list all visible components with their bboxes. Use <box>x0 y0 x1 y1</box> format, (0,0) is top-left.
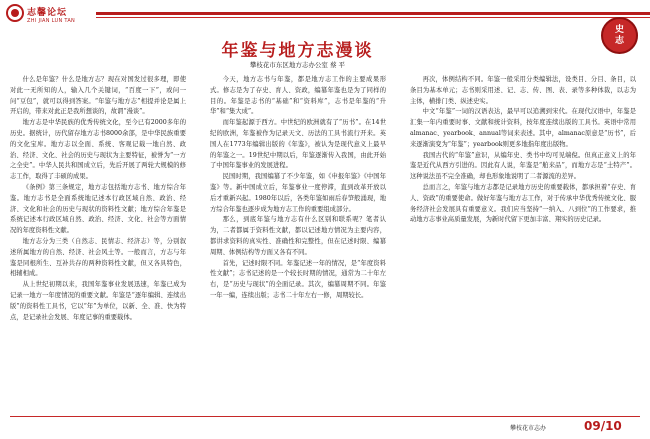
text-column-1 <box>10 75 186 405</box>
page-header <box>0 0 650 30</box>
article-title: 年鉴与地方志漫谈 <box>221 41 374 61</box>
text-column-2 <box>210 75 386 405</box>
footer-source: 攀枝花市志办 <box>510 425 547 432</box>
paragraph: 民国时期，我国编纂了不少年鉴，如《申报年鉴》《中国年鉴》等。新中国成立后，年鉴事业一度停滞，直到改革开放以后才重新兴起。1980年以后，各类年鉴如雨后春笋般涌现，地方综合年鉴也逐步成为地方志工作的重要组成部分。 <box>210 173 386 213</box>
article-byline: 攀枝花市东区地方志办公室 蔡 平 <box>249 61 346 69</box>
paragraph: 总而言之，年鉴与地方志都是记录地方历史的重要载体，都承担着“存史、育人、资政”的重要使命。做好年鉴与地方志工作，对于传承中华优秀传统文化、服务经济社会发展具有重要意义。我们应当坚持“一纳入、八到位”的工作要求，推动地方志事业高质量发展，为新时代留下更加丰富、翔实的历史记录。 <box>410 183 636 224</box>
paragraph: 首先，记述时限不同。年鉴记述一年的情况，是“年度资料性文献”；志书记述的是一个较长时期的情况，通常为二十年左右，是“历史与现状”的全面记录。其次，编纂周期不同。年鉴一年一编，连续出版；志书二十年左右一修，周期较长。 <box>210 259 386 299</box>
paragraph: 地方志分为三类（自然志、民情志、经济志）等，分别叙述所属地方的自然、经济、社会风土等。一般而言，方志与年鉴是同根所生、互补共存的两种资料性文献，但又各具特色，相辅相成。 <box>10 237 186 278</box>
paragraph: 再次，体例结构不同。年鉴一般采用分类编辑法，设类目、分目、条目，以条目为基本单元；志书则采用述、记、志、传、图、表、录等多种体裁，以志为主体，横排门类、纵述史实。 <box>410 76 636 105</box>
page-number: 09/10 <box>584 419 622 433</box>
paragraph: 从上世纪初期以来，我国年鉴事业发展迅速，年鉴已成为记录一地方一年度情况的重要文献。年鉴是“逐年编辑、连续出版”的资料性工具书，它以“年”为单位，以新、全、准、快为特点，是记录社会发展、年度记事的重要载体。 <box>10 281 186 321</box>
text-column-3 <box>410 75 636 405</box>
paragraph: 我国古代的“年鉴”意识，从编年史、类书中均可见端倪。但真正意义上的年鉴是近代从西方引进的。因此有人说，年鉴是“舶来品”，而地方志是“土特产”。这种说法虽不完全准确，却也形象地说明了二者源流的差异。 <box>410 151 636 181</box>
paragraph: 什么是年鉴？什么是地方志？现在对国发过很多理，即使对此一无所知的人，输入几个关键词，“百度一下”，或问一问“豆包”，就可以得到答案。“年鉴与地方志”相提并论是属上开启的，带来对此正是我所想谈的，故谓“漫谈”。 <box>10 76 186 116</box>
badge-char: 史 <box>614 24 624 35</box>
paragraph: 那么，到底年鉴与地方志有什么区别和联系呢？笔者认为，二者都属于资料性文献，都以记述地方情况为主要内容，都讲求资料的真实性、准确性和完整性，但在记述时限、编纂周期、体例结构等方面又各有不同。 <box>210 216 386 256</box>
badge-char: 志 <box>614 35 624 46</box>
journal-name: 志馨论坛 <box>27 8 68 18</box>
paragraph: 地方志是中华民族的优秀传统文化，至今已有2000多年的历史。据统计，历代留存地方志书8000余部，是中华民族重要的文化宝库。地方志以全面、系统、客观记载一地自然、政治、经济、文化、社会的历史与现状为主要特征，被誉为“一方之全史”。中华人民共和国成立后，先后开展了两轮大规模的修志工作，取得了丰硕的成果。 <box>10 119 186 181</box>
paragraph: 今天，地方志书与年鉴，都是地方志工作的主要成果形式。修志是为了存史、育人、资政，编纂年鉴也是为了同样的目的。年鉴是志书的“基础”和“资料库”，志书是年鉴的“升华”和“集大成”。 <box>210 76 386 116</box>
footer-rule <box>10 416 640 417</box>
paragraph: 中文“年鉴”一词的汉语表达，最早可以追溯到宋代。在现代汉语中，年鉴是汇集一年内重要时事、文献和统计资料，按年度连续出版的工具书。英语中常用almanac、yearbook、annual等词来表述。其中，almanac原意是“历书”，后来逐渐演变为“年鉴”；yearbook则更多地指年度出版物。 <box>410 108 636 148</box>
header-rule <box>96 12 650 15</box>
journal-pinyin: ZHI JIAN LUN TAN <box>27 18 76 24</box>
paragraph: 而年鉴起源于西方。中世纪的欧洲就有了“历书”。在14世纪的欧洲，年鉴被作为记录天文、历法的工具书流行开来。英国人在1773年编辑出版的《年鉴》，被认为是现代意义上最早的年鉴之一。19世纪中期以后，年鉴逐渐传入我国，由此开始了中国年鉴事业的发展进程。 <box>210 119 386 170</box>
page-footer <box>0 411 650 439</box>
paragraph: 《条例》第三条规定，地方志包括地方志书、地方综合年鉴。地方志书是全面系统地记述本行政区域自然、政治、经济、文化和社会的历史与现状的资料性文献；地方综合年鉴是系统记述本行政区域自然、政治、经济、文化、社会等方面情况的年度资料性文献。 <box>10 183 186 235</box>
section-badge <box>601 17 638 54</box>
header-rule-thin <box>96 17 650 18</box>
journal-logo-icon <box>6 4 24 22</box>
